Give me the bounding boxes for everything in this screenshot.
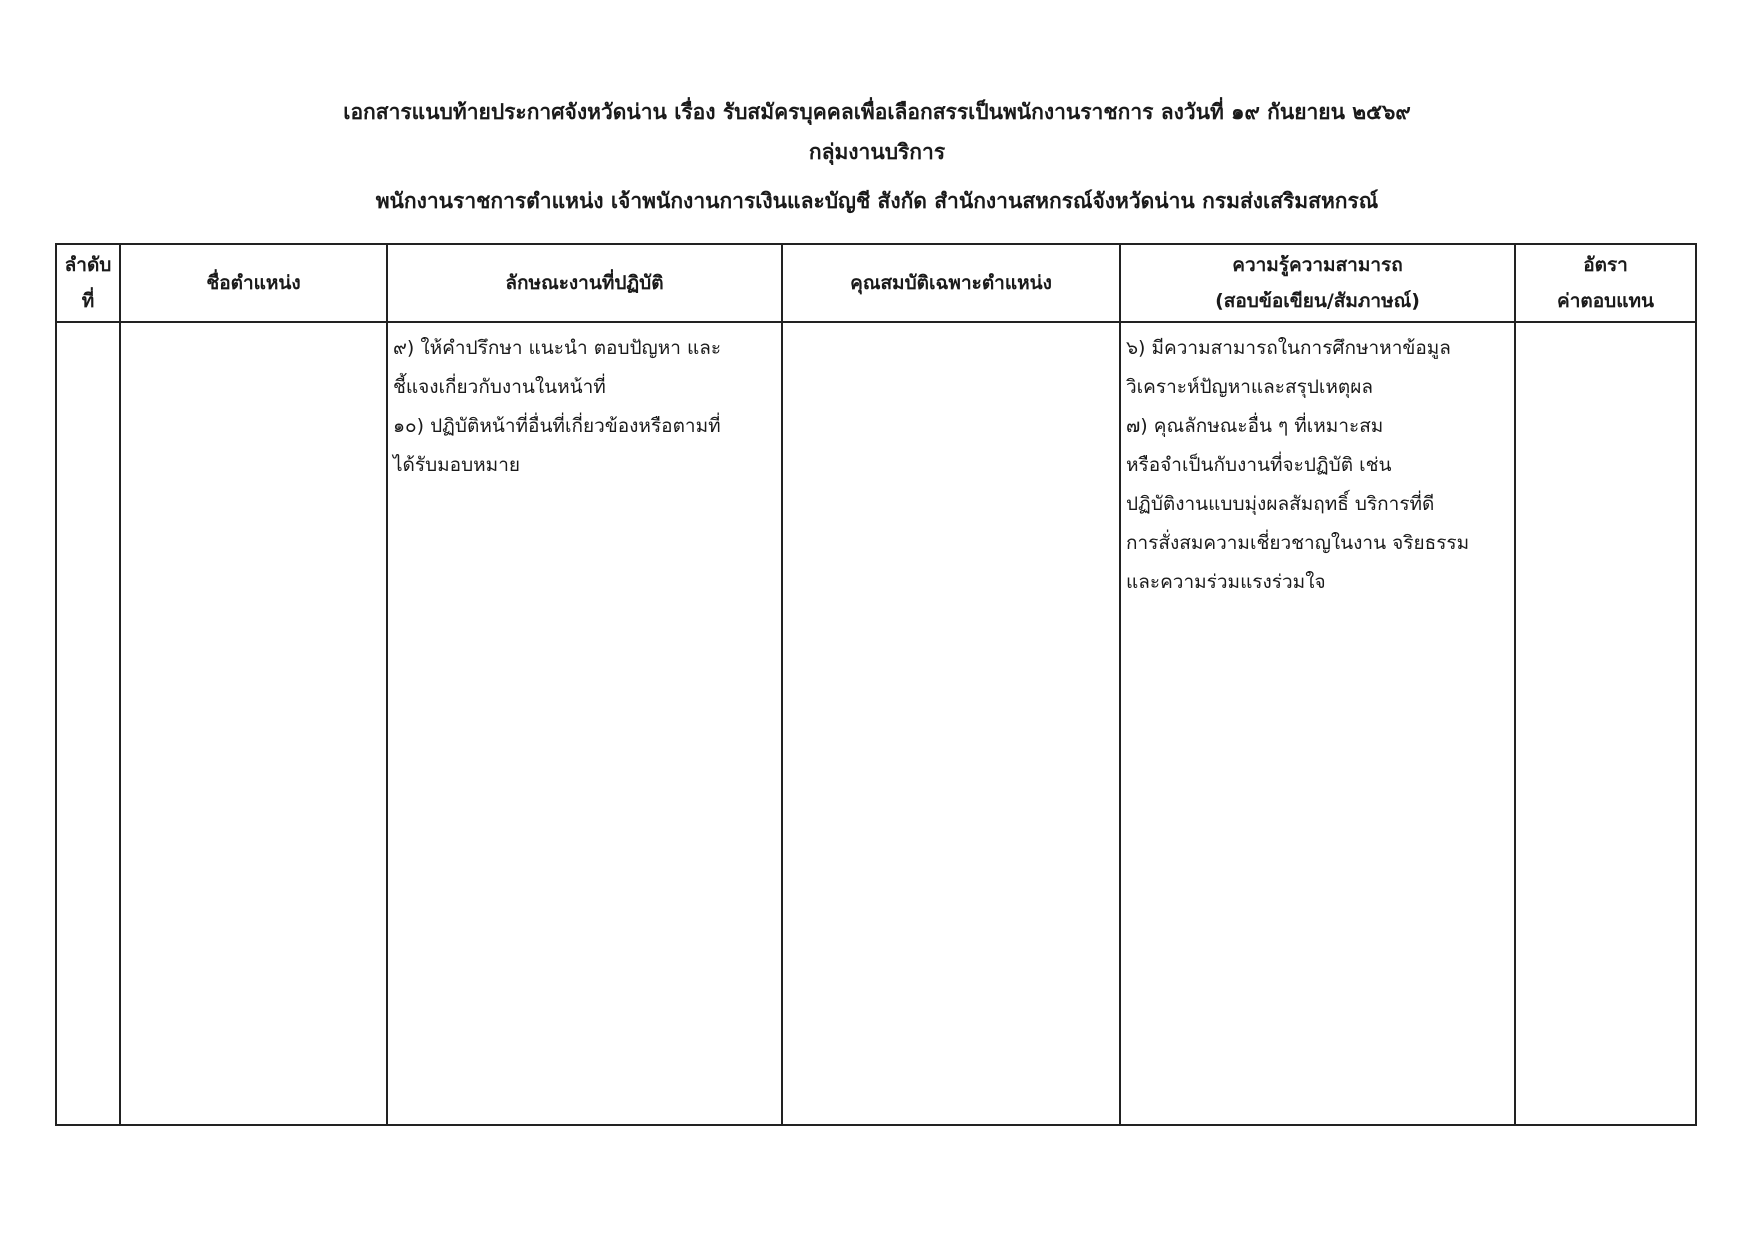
column-header-position-name bbox=[120, 244, 387, 322]
column-header-knowledge bbox=[1120, 244, 1515, 322]
duty-line: ชี้แจงเกี่ยวกับงานในหน้าที่ bbox=[393, 376, 606, 398]
cell-compensation bbox=[1515, 322, 1696, 1125]
knowledge-line: และความร่วมแรงร่วมใจ bbox=[1126, 571, 1326, 593]
header-line: ค่าตอบแทน bbox=[1557, 290, 1654, 312]
header-line: ชื่อตำแหน่ง bbox=[206, 272, 301, 294]
column-header-qualifications bbox=[782, 244, 1120, 322]
knowledge-line: วิเคราะห์ปัญหาและสรุปเหตุผล bbox=[1126, 376, 1374, 398]
header-line: ความรู้ความสามารถ bbox=[1232, 254, 1403, 276]
header-line: ลำดับ bbox=[64, 254, 112, 276]
table-row bbox=[56, 322, 1696, 1125]
knowledge-line: ๖) มีความสามารถในการศึกษาหาข้อมูล bbox=[1126, 337, 1451, 359]
cell-order bbox=[56, 322, 120, 1125]
cell-qualifications bbox=[782, 322, 1120, 1125]
announcement-title: เอกสารแนบท้ายประกาศจังหวัดน่าน เรื่อง รับสมัครบุคคลเพื่อเลือกสรรเป็นพนักงานราชการ ลงวันที่ ๑๙ กันยายน ๒๕๖๙ bbox=[343, 100, 1411, 124]
duty-line: ๑๐) ปฏิบัติหน้าที่อื่นที่เกี่ยวข้องหรือตามที่ bbox=[393, 415, 721, 437]
cell-duties bbox=[387, 322, 782, 1125]
column-header-order bbox=[56, 244, 120, 322]
table-header-row bbox=[56, 244, 1696, 322]
header-line: อัตรา bbox=[1583, 254, 1628, 276]
header-line: (สอบข้อเขียน/สัมภาษณ์) bbox=[1215, 290, 1420, 312]
knowledge-line: ๗) คุณลักษณะอื่น ๆ ที่เหมาะสม bbox=[1126, 415, 1384, 437]
header-line: ลักษณะงานที่ปฏิบัติ bbox=[505, 272, 664, 294]
job-details-table bbox=[55, 243, 1697, 1126]
column-header-compensation bbox=[1515, 244, 1696, 322]
cell-position-name bbox=[120, 322, 387, 1125]
knowledge-line: หรือจำเป็นกับงานที่จะปฏิบัติ เช่น bbox=[1126, 454, 1392, 476]
header-line: คุณสมบัติเฉพาะตำแหน่ง bbox=[850, 272, 1052, 294]
duty-line: ได้รับมอบหมาย bbox=[393, 454, 521, 476]
column-header-duties bbox=[387, 244, 782, 322]
knowledge-line: การสั่งสมความเชี่ยวชาญในงาน จริยธรรม bbox=[1126, 532, 1470, 554]
job-group-title: กลุ่มงานบริการ bbox=[808, 140, 946, 164]
duty-line: ๙) ให้คำปรึกษา แนะนำ ตอบปัญหา และ bbox=[393, 337, 722, 359]
header-line: ที่ bbox=[81, 290, 95, 312]
knowledge-line: ปฏิบัติงานแบบมุ่งผลสัมฤทธิ์ บริการที่ดี bbox=[1126, 493, 1435, 515]
cell-knowledge bbox=[1120, 322, 1515, 1125]
position-title: พนักงานราชการตำแหน่ง เจ้าพนักงานการเงินและบัญชี สังกัด สำนักงานสหกรณ์จังหวัดน่าน กรมส่งเสริมสหกรณ์ bbox=[375, 189, 1379, 213]
